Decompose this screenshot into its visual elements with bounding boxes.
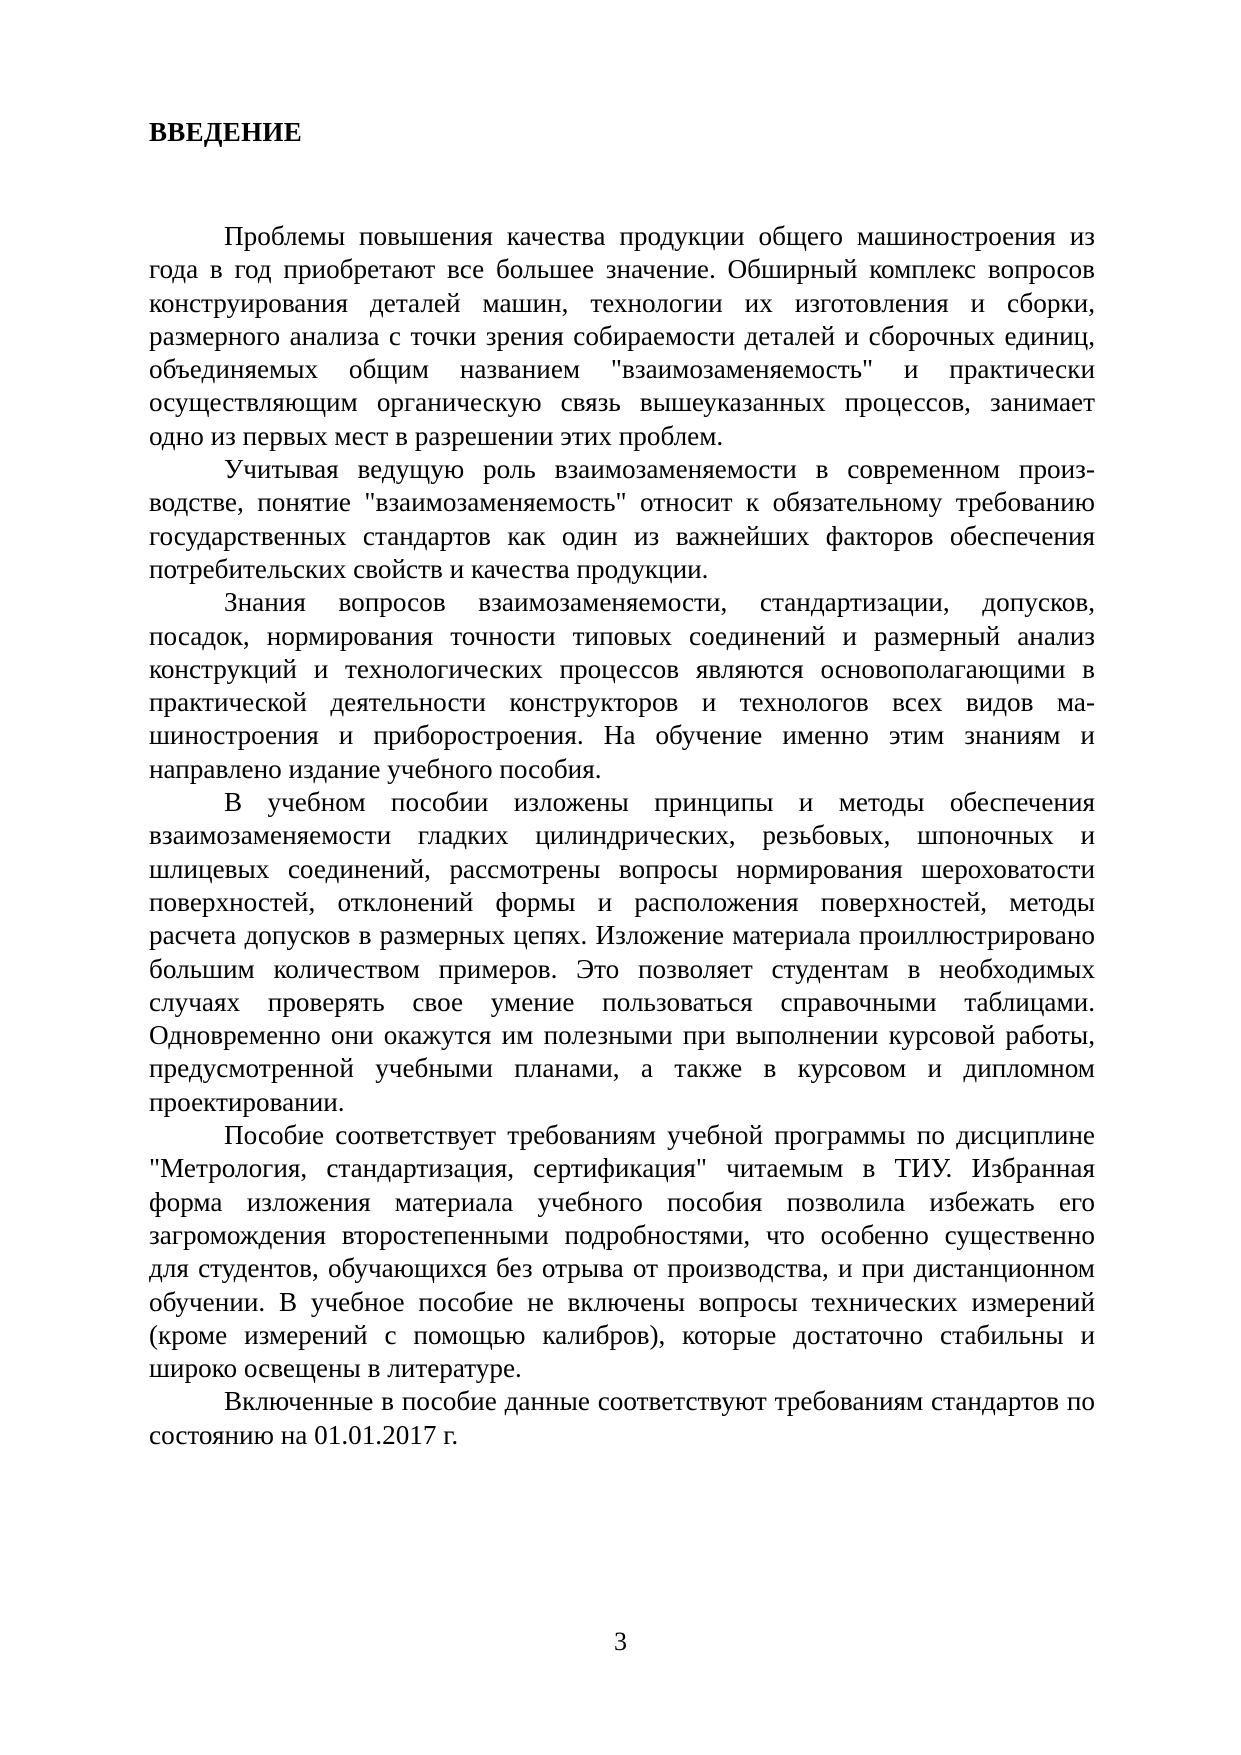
body-text <box>149 220 1095 1452</box>
paragraph: Пособие соответствует требованиям учебной программы по дисциплине "Метрология, стандартизация, сертификация" читаемым в ТИУ. Избранная форма изложения материала учебного пособия позволила избежать его загромождения второстепенными подробностями, что особенно существенно для студентов, обучающихся без отрыва от производства, и при дистанционном обучении. В учебное пособие не включены вопросы технических измерений (кроме измерений с помощью калибров), которые достаточно стабильны и широко освещены в литературе. <box>149 1120 1095 1384</box>
paragraph: В учебном пособии изложены принципы и методы обеспечения взаимозаменяемости гладких цилиндрических, резьбовых, шпоночных и шлицевых соединений, рассмотрены вопросы нормирования шероховатости поверхностей, отклонений формы и расположения поверхностей, методы расчета допусков в размерных цепях. Изложение материала проиллюстрировано большим количеством примеров. Это позволяет студентам в необходимых случаях проверять свое умение пользоваться справочными таблицами. Одновременно они окажутся им полезными при выполнении курсовой работы, предусмотренной учебными планами, а также в курсовом и дипломном проектировании. <box>149 787 1095 1117</box>
paragraph: Проблемы повышения качества продукции общего машиностроения из года в год приобретают все большее значение. Обширный комплекс вопросов конструирования деталей машин, технологии их изготовления и сборки, размерного анализа с точки зрения собираемости деталей и сборочных единиц, объединяемых общим названием "взаимозаменяемость" и практически осуществляющим органическую связь вышеуказанных процессов, занимает одно из первых мест в разрешении этих проблем. <box>149 221 1095 451</box>
paragraph: Включенные в пособие данные соответствуют требованиям стандартов по состоянию на 01.01.2017 г. <box>149 1386 1095 1450</box>
paragraph: Учитывая ведущую роль взаимозаменяемости в современном производстве, понятие "взаимозаменяемость" относит к обязательному требованию государственных стандартов как один из важнейших факторов обеспечения потребительских свойств и качества продукции. <box>149 454 1095 584</box>
section-heading: ВВЕДЕНИЕ <box>149 117 303 147</box>
paragraph: Знания вопросов взаимозаменяемости, стандартизации, допусков, посадок, нормирования точности типовых соединений и размерный анализ конструкций и технологических процессов являются основополагающими в практической деятельности конструкторов и технологов всех видов машиностроения и приборостроения. На обучение именно этим знаниям и направлено издание учебного пособия. <box>149 587 1095 784</box>
page-number: 3 <box>614 1627 627 1656</box>
